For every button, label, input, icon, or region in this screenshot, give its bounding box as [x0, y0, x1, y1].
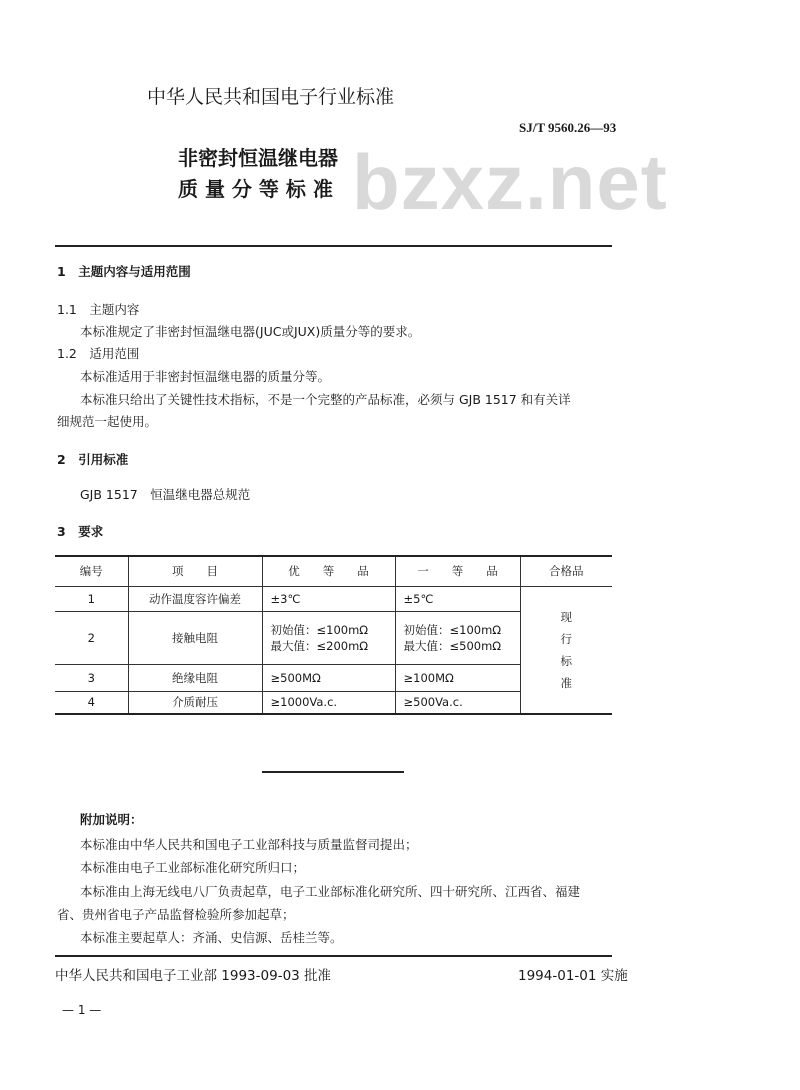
section-1-heading: 1 主题内容与适用范围	[57, 264, 191, 279]
doc-title-line1: 非密封恒温继电器	[178, 146, 338, 170]
notes-line: 本标准由上海无线电八厂负责起草，电子工业部标准化研究所、四十研究所、江西省、福建	[80, 884, 581, 899]
doc-code: SJ/T 9560.26—93	[519, 120, 617, 135]
doc-title-line2: 质 量 分 等 标 准	[178, 177, 333, 201]
header-cell: 编号	[55, 556, 128, 586]
end-divider	[262, 771, 404, 773]
table-header-row	[55, 556, 612, 586]
header-cell: 项 目	[128, 556, 262, 586]
row-first: ≥100MΩ	[395, 664, 520, 691]
notes-heading: 附加说明：	[80, 812, 143, 827]
page-number: — 1 —	[62, 1003, 102, 1017]
qualified-char: 准	[560, 675, 572, 690]
header-divider	[55, 245, 612, 247]
row-number: 3	[55, 664, 128, 691]
value-line: 最大值：≤500mΩ	[403, 638, 502, 653]
section-1-2-text2b: 细规范一起使用。	[57, 414, 158, 429]
qualified-char: 标	[560, 653, 572, 668]
footer-divider	[55, 955, 612, 957]
row-number: 1	[55, 586, 128, 611]
row-superior: ≥500MΩ	[262, 664, 395, 691]
implementation-text: 1994-01-01 实施	[518, 968, 628, 984]
value-line: 初始值：≤100mΩ	[270, 622, 369, 637]
section-1-2-heading: 1.2 适用范围	[57, 346, 140, 361]
row-number: 2	[55, 611, 128, 664]
row-first: ±5℃	[395, 586, 520, 611]
row-item: 动作温度容许偏差	[128, 586, 262, 611]
section-1-2-text1: 本标准适用于非密封恒温继电器的质量分等。	[80, 369, 331, 384]
watermark: bzxz.net	[352, 138, 668, 226]
notes-line: 省、贵州省电子产品监督检验所参加起草；	[57, 907, 295, 922]
notes-line: 本标准由电子工业部标准化研究所归口；	[80, 860, 306, 875]
value-line: 最大值：≤200mΩ	[270, 638, 369, 653]
row-superior: ≥1000Va.c.	[262, 691, 395, 714]
notes-line: 本标准主要起草人：齐涌、史信源、岳桂兰等。	[80, 930, 343, 945]
row-superior: ±3℃	[262, 586, 395, 611]
org-title: 中华人民共和国电子行业标准	[147, 86, 395, 108]
section-2-text: GJB 1517 恒温继电器总规范	[80, 487, 251, 502]
qualified-cell	[520, 586, 612, 714]
table-row	[55, 586, 612, 611]
qualified-char: 行	[560, 631, 572, 646]
row-first: ≥500Va.c.	[395, 691, 520, 714]
notes-line: 本标准由中华人民共和国电子工业部科技与质量监督司提出；	[80, 837, 418, 852]
row-number: 4	[55, 691, 128, 714]
header-cell: 合格品	[520, 556, 612, 586]
row-first	[395, 611, 520, 664]
section-3-heading: 3 要求	[57, 524, 104, 539]
section-1-1-text: 本标准规定了非密封恒温继电器(JUC或JUX)质量分等的要求。	[80, 324, 421, 339]
row-item: 绝缘电阻	[128, 664, 262, 691]
row-item: 介质耐压	[128, 691, 262, 714]
row-superior	[262, 611, 395, 664]
approval-text: 中华人民共和国电子工业部 1993-09-03 批准	[55, 968, 332, 984]
section-1-2-text2a: 本标准只给出了关键性技术指标，不是一个完整的产品标准，必须与 GJB 1517 和有关详	[80, 392, 571, 407]
row-item: 接触电阻	[128, 611, 262, 664]
header-cell: 优 等 品	[262, 556, 395, 586]
qualified-char: 现	[560, 609, 572, 624]
section-2-heading: 2 引用标准	[57, 452, 129, 467]
value-line: 初始值：≤100mΩ	[403, 622, 502, 637]
section-1-1-heading: 1.1 主题内容	[57, 302, 140, 317]
requirements-table	[55, 555, 612, 715]
header-cell: 一 等 品	[395, 556, 520, 586]
